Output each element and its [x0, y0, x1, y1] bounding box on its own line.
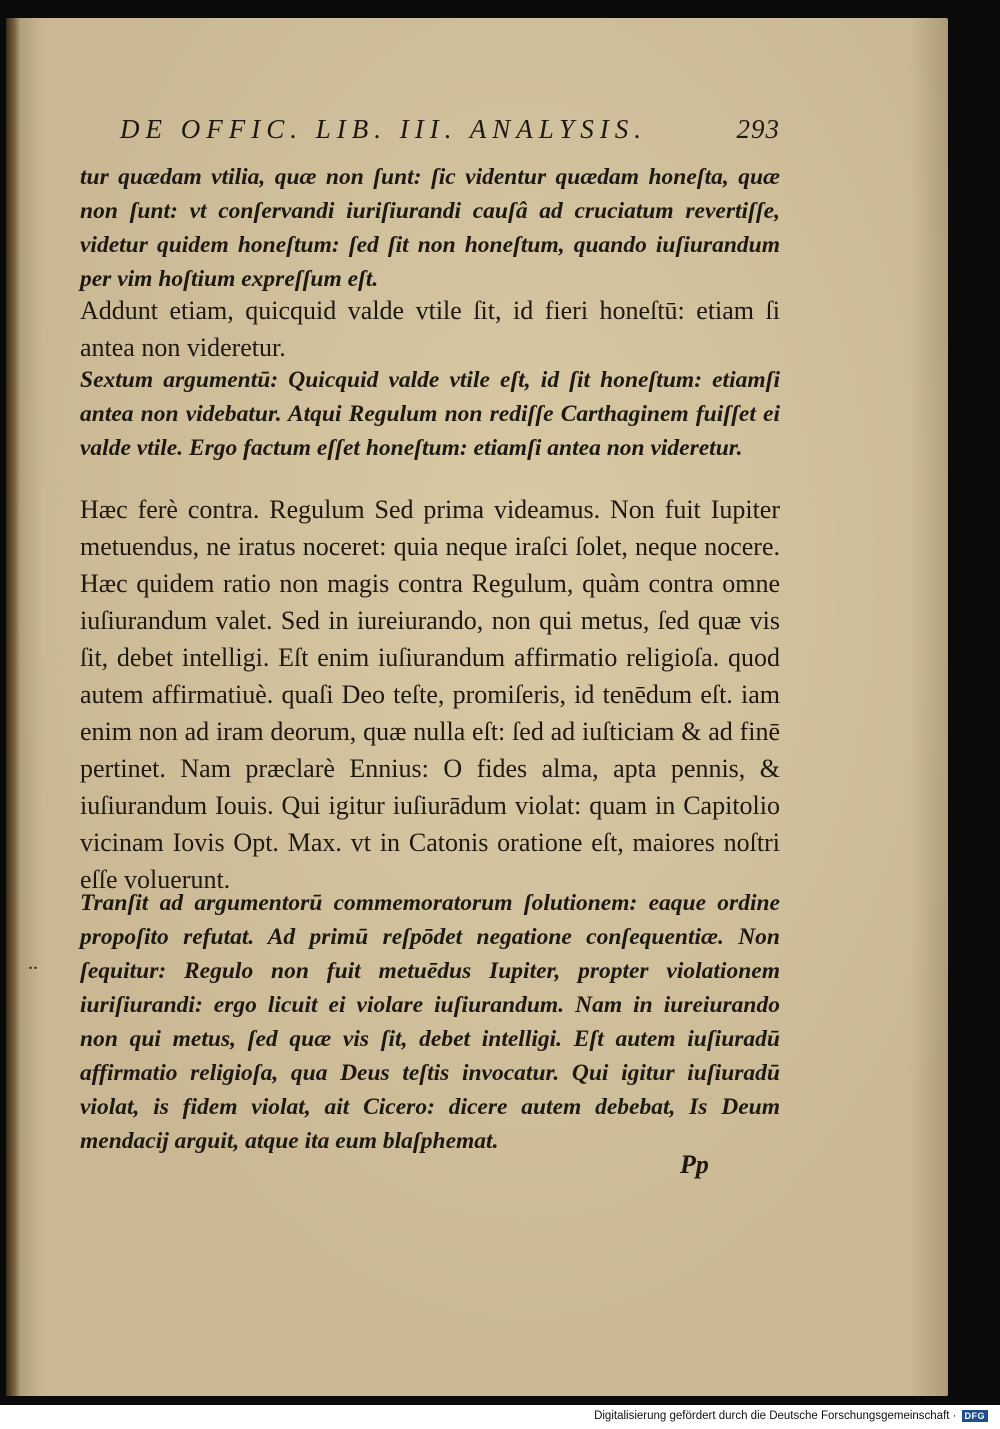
- paragraph-text-1: Addunt etiam, quicquid valde vtile ſit, id fieri honeſtū: etiam ſi antea non videretur.: [80, 296, 780, 362]
- funding-footer: [594, 1407, 988, 1425]
- running-title: DE OFFIC. LIB. III. ANALYSIS.: [120, 114, 647, 144]
- paragraph-commentary-2: Sextum argumentū: Quicquid valde vtile eſt, id ſit honeſtum: etiamſi antea non videbatur. Atqui Regulum non rediſſe Carthaginem fuiſſet ei valde vtile. Ergo factum eſſet honeſtum: etiamſi antea non videretur.: [80, 367, 780, 461]
- paragraph-commentary-1: tur quædam vtilia, quæ non ſunt: ſic videntur quædam honeſta, quæ non ſunt: vt conſervandi iuriſiurandi cauſâ ad cruciatum revertiſſe, videtur quidem honeſtum: ſed ſit non honeſtum, quando iuſiurandum per vim hoſtium expreſſum eſt.: [80, 164, 780, 292]
- paragraph-text-2: Hæc ferè contra. Regulum Sed prima videamus. Non fuit Iupiter metuendus, ne iratus noceret: quia neque iraſci ſolet, neque nocere. Hæc quidem ratio non magis contra Regulum, quàm contra omne iuſiurandum valet. Sed in iureiurando, non qui metus, ſed quæ vis ſit, debet intelligi. Eſt enim iuſiurandum affirmatio religioſa. quod autem affirmatiuè. quaſi Deo teſte, promiſeris, id tenēdum eſt. iam enim non ad iram deorum, quæ nulla eſt: ſed ad iuſticiam & ad finē pertinet. Nam præclarè Ennius: O fides alma, apta pennis, & iuſiurandum Iouis. Qui igitur iuſiurādum violat: quam in Capitolio vicinam Iovis Opt. Max. vt in Catonis oratione eſt, maiores noſtri eſſe voluerunt.: [80, 495, 780, 894]
- dfg-logo: DFG: [962, 1410, 989, 1422]
- page-number: 293: [736, 114, 780, 144]
- funding-text: Digitalisierung gefördert durch die Deutsche Forschungsgemeinschaft ·: [594, 1410, 957, 1422]
- running-header: [120, 114, 780, 154]
- signature-mark: Pp: [680, 1150, 709, 1179]
- page-gutter: [6, 18, 20, 1396]
- margin-mark: ..: [28, 952, 38, 974]
- paragraph-commentary-3: Tranſit ad argumentorū commemoratorum ſolutionem: eaque ordine propoſito refutat. Ad primū reſpōdet negatione conſequentiæ. Non ſequitur: Regulo non fuit metuēdus Iupiter, propter violationem iuriſiurandi: ergo licuit ei violare iuſiurandum. Nam in iureiurando non qui metus, ſed quæ vis ſit, debet intelligi. Eſt autem iuſiuradū affirmatio religioſa, qua Deus teſtis invocatur. Qui igitur iuſiuradū violat, is fidem violat, ait Cicero: dicere autem debebat, Is Deum mendacij arguit, atque ita eum blaſphemat.: [80, 890, 780, 1154]
- book-page: [6, 18, 948, 1396]
